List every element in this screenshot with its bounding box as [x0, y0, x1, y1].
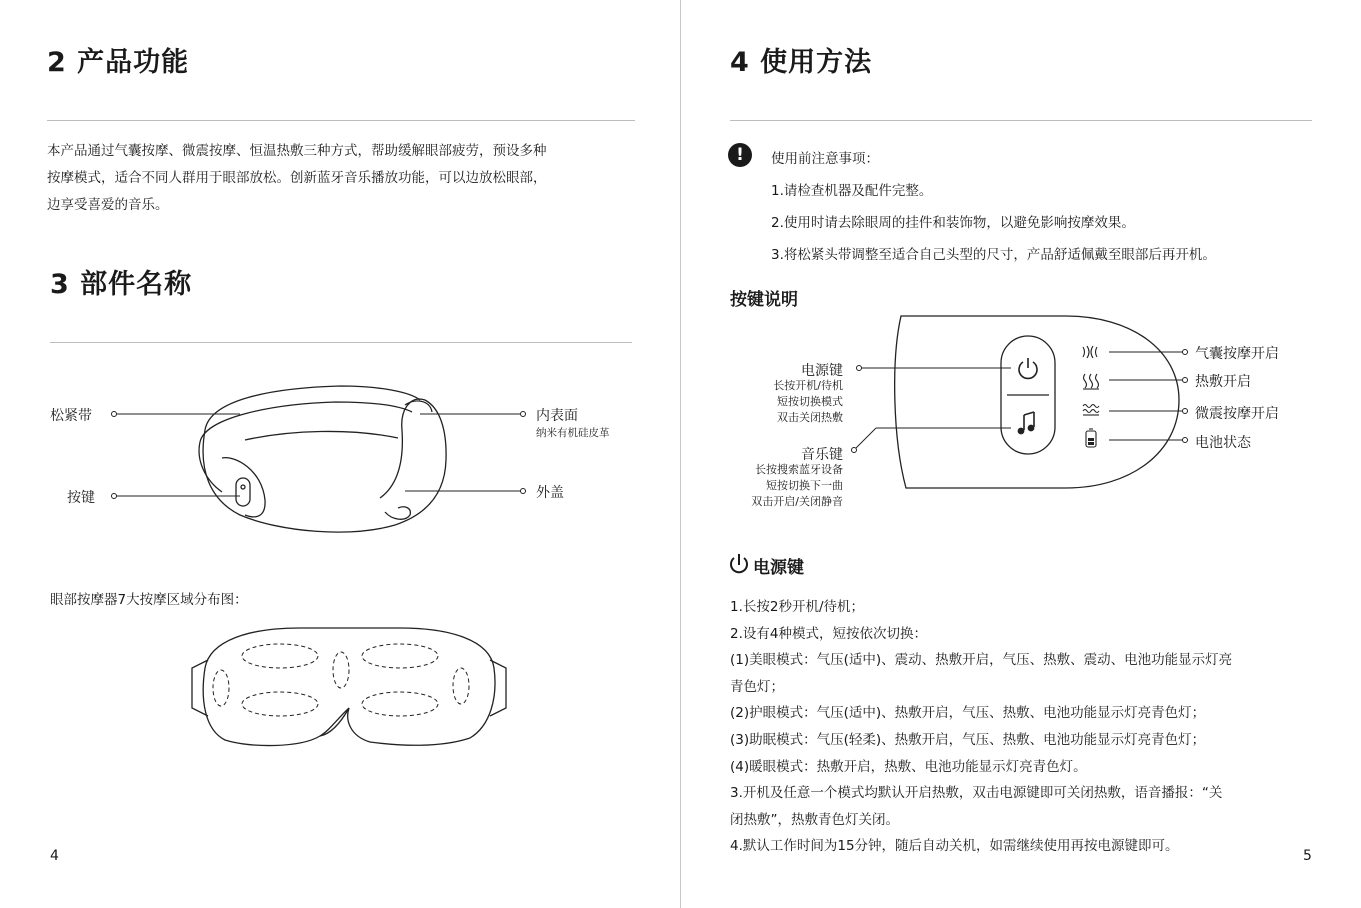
power-instructions — [730, 594, 1330, 860]
text-line: 长按搜索蓝牙设备 — [755, 463, 843, 476]
text-line: (4)暖眼模式：热敷开启，热敷、电池功能显示灯亮青色灯。 — [730, 758, 1087, 775]
indicator-vibration-label: 微震按摩开启 — [1195, 406, 1279, 422]
section-2-title: 2 产品功能 — [47, 47, 190, 78]
notice-title: 使用前注意事项： — [771, 151, 879, 167]
notice-item: 3.将松紧头带调整至适合自己头型的尺寸，产品舒适佩戴至眼部后再开机。 — [771, 247, 1216, 263]
text-line: 闭热敷”，热敷青色灯关闭。 — [730, 811, 899, 828]
label-button: 按键 — [67, 490, 95, 506]
text-line: 4.默认工作时间为15分钟，随后自动关机，如需继续使用再按电源键即可。 — [730, 838, 1179, 855]
text-line: 本产品通过气囊按摩、微震按摩、恒温热敷三种方式，帮助缓解眼部疲劳，预设多种 — [47, 143, 547, 159]
music-key-label: 音乐键 — [801, 447, 843, 463]
indicator-battery-label: 电池状态 — [1195, 435, 1251, 451]
text-line: 2.设有4种模式，短按依次切换： — [730, 625, 927, 642]
power-section-title: 电源键 — [753, 558, 804, 578]
text-line: 1.长按2秒开机/待机； — [730, 599, 865, 615]
massage-zones-caption: 眼部按摩器7大按摩区域分布图： — [50, 592, 248, 608]
text-line: 青色灯； — [730, 678, 784, 695]
warning-icon: ! — [728, 143, 752, 167]
page-number: 4 — [50, 848, 59, 864]
label-outer-cover: 外盖 — [536, 485, 564, 501]
label-inner-surface-material: 纳米有机硅皮革 — [536, 427, 610, 439]
section-4-title: 4 使用方法 — [730, 47, 873, 78]
text-line: 按摩模式，适合不同人群用于眼部放松。创新蓝牙音乐播放功能，可以边放松眼部， — [47, 170, 547, 186]
section-3-title: 3 部件名称 — [50, 269, 193, 300]
text-line: 长按开机/待机 — [773, 379, 843, 392]
text-line: 3.开机及任意一个模式均默认开启热敷，双击电源键即可关闭热敷，语音播报：“关 — [730, 785, 1223, 802]
text-line: (1)美眼模式：气压(适中)、震动、热敷开启，气压、热敷、震动、电池功能显示灯亮 — [730, 652, 1233, 669]
power-key-label: 电源键 — [801, 363, 843, 379]
text-line: 边享受喜爱的音乐。 — [47, 197, 169, 213]
notice-item: 2.使用时请去除眼周的挂件和装饰物，以避免影响按摩效果。 — [771, 215, 1135, 231]
page-number: 5 — [1303, 848, 1312, 864]
label-strap: 松紧带 — [50, 408, 92, 424]
label-inner-surface: 内表面 — [536, 408, 578, 424]
text-line: (3)助眠模式：气压(轻柔)、热敷开启，气压、热敷、电池功能显示灯亮青色灯； — [730, 731, 1206, 748]
keys-section-title: 按键说明 — [730, 290, 798, 310]
massage-zones-diagram — [0, 0, 680, 908]
text-line: 双击开启/关闭静音 — [751, 495, 843, 508]
text-line: 短按切换模式 — [777, 395, 843, 408]
text-line: 双击关闭热敷 — [777, 411, 843, 424]
indicator-heat-label: 热敷开启 — [1195, 374, 1251, 390]
text-line: (2)护眼模式：气压(适中)、热敷开启，气压、热敷、电池功能显示灯亮青色灯； — [730, 705, 1206, 722]
right-page — [681, 0, 1361, 908]
indicator-airbag-label: 气囊按摩开启 — [1195, 346, 1279, 362]
left-page — [0, 0, 680, 908]
notice-item: 1.请检查机器及配件完整。 — [771, 183, 933, 199]
text-line: 短按切换下一曲 — [766, 479, 843, 492]
